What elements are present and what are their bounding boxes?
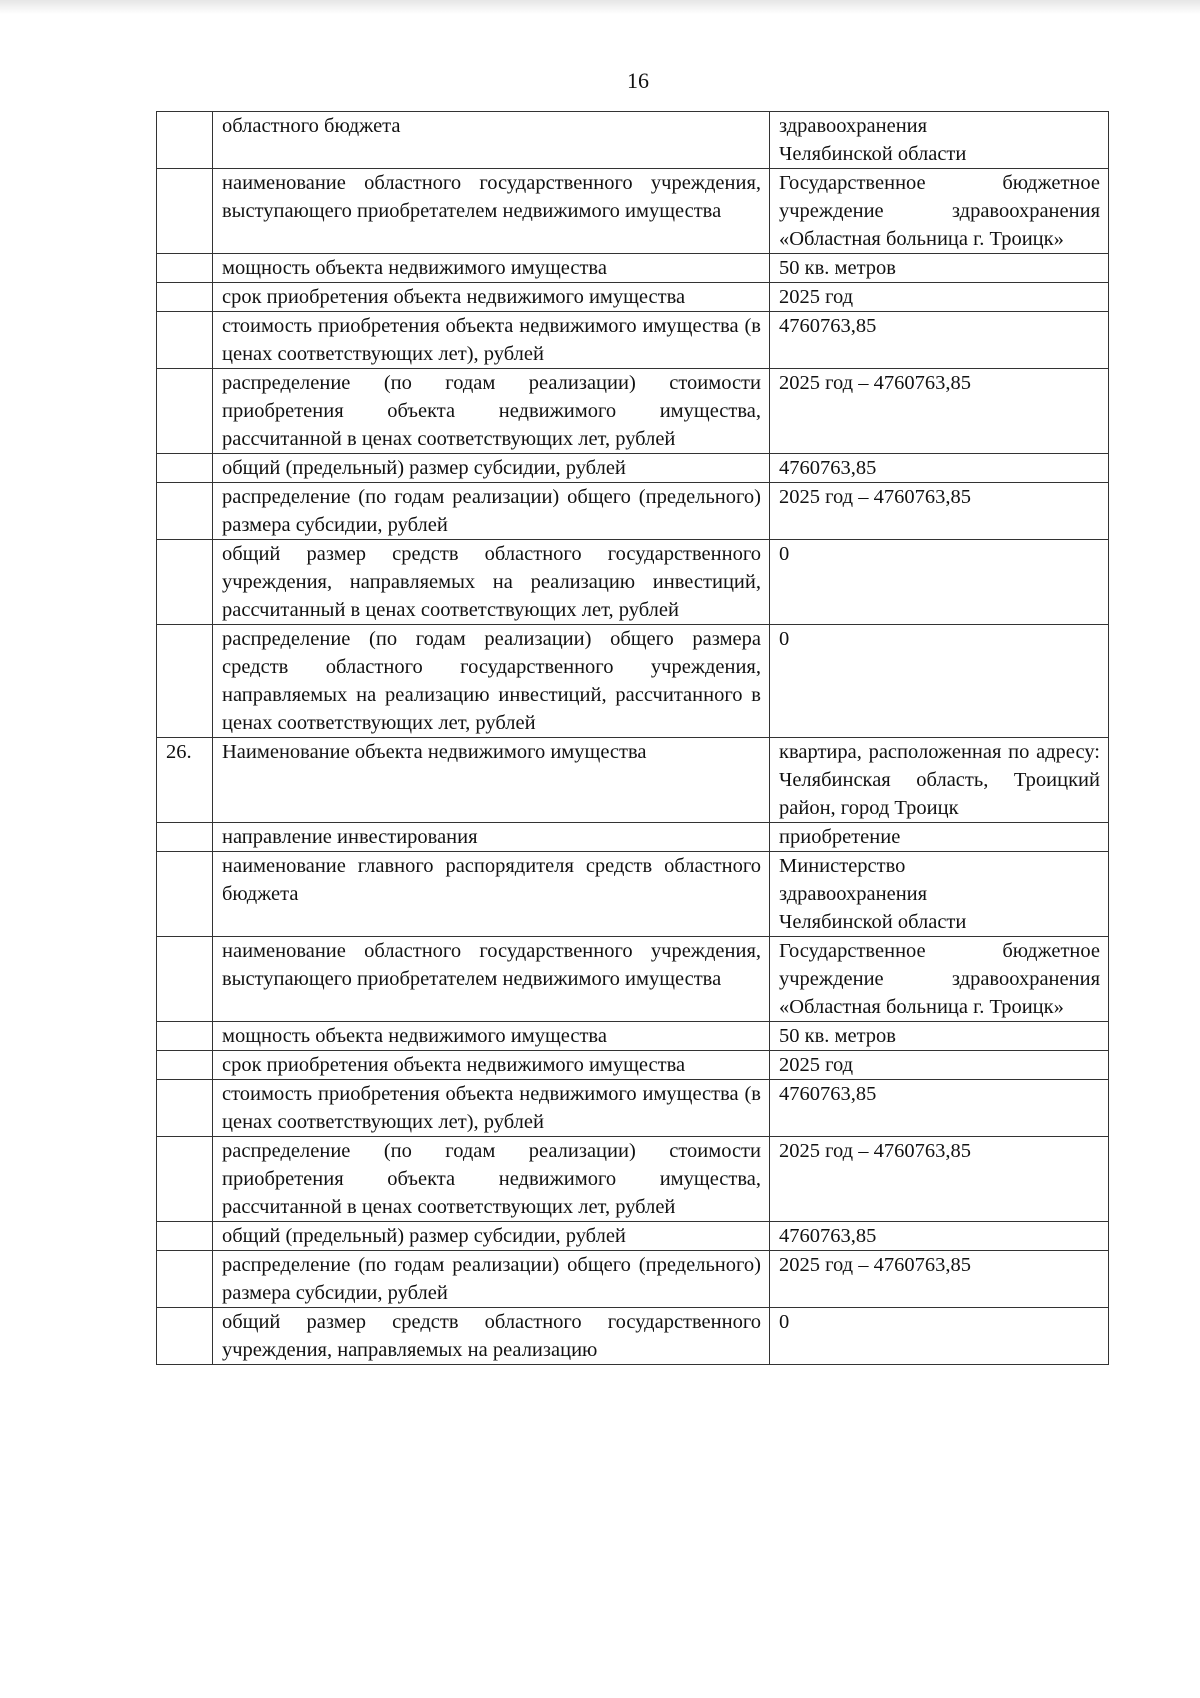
value-cell: 0	[770, 1308, 1109, 1365]
row-number	[157, 1022, 213, 1051]
row-number	[157, 169, 213, 254]
parameter-cell: распределение (по годам реализации) стоимости приобретения объекта недвижимого имущества, рассчитанной в ценах соответствующих лет, рублей	[213, 369, 770, 454]
row-number	[157, 254, 213, 283]
table-row	[157, 169, 1109, 254]
parameter-cell: общий (предельный) размер субсидии, рублей	[213, 1222, 770, 1251]
parameter-cell: стоимость приобретения объекта недвижимого имущества (в ценах соответствующих лет), рублей	[213, 1080, 770, 1137]
row-number	[157, 1251, 213, 1308]
value-cell: Государственное бюджетное учреждение здравоохранения «Областная больница г. Троицк»	[770, 937, 1109, 1022]
value-cell: приобретение	[770, 823, 1109, 852]
value-cell: 2025 год – 4760763,85	[770, 1251, 1109, 1308]
table-row	[157, 283, 1109, 312]
value-cell: 2025 год	[770, 1051, 1109, 1080]
value-cell: 4760763,85	[770, 312, 1109, 369]
value-cell: Государственное бюджетное учреждение здравоохранения «Областная больница г. Троицк»	[770, 169, 1109, 254]
parameter-cell: общий (предельный) размер субсидии, рублей	[213, 454, 770, 483]
row-number	[157, 852, 213, 937]
value-cell: 2025 год – 4760763,85	[770, 483, 1109, 540]
parameter-cell: срок приобретения объекта недвижимого имущества	[213, 1051, 770, 1080]
row-number	[157, 1080, 213, 1137]
table-row	[157, 254, 1109, 283]
parameter-cell: срок приобретения объекта недвижимого имущества	[213, 283, 770, 312]
parameter-cell: Наименование объекта недвижимого имущества	[213, 738, 770, 823]
value-cell: квартира, расположенная по адресу: Челябинская область, Троицкий район, город Троицк	[770, 738, 1109, 823]
parameter-cell: распределение (по годам реализации) стоимости приобретения объекта недвижимого имущества, рассчитанной в ценах соответствующих лет, рублей	[213, 1137, 770, 1222]
row-number	[157, 937, 213, 1022]
scan-edge	[0, 0, 1200, 14]
value-cell: 0	[770, 625, 1109, 738]
parameter-cell: мощность объекта недвижимого имущества	[213, 254, 770, 283]
table-row	[157, 540, 1109, 625]
parameter-cell: наименование областного государственного учреждения, выступающего приобретателем недвижимого имущества	[213, 937, 770, 1022]
row-number	[157, 283, 213, 312]
value-cell: 2025 год – 4760763,85	[770, 1137, 1109, 1222]
investment-table	[156, 111, 1109, 1365]
parameter-cell: распределение (по годам реализации) общего (предельного) размера субсидии, рублей	[213, 1251, 770, 1308]
row-number	[157, 540, 213, 625]
table-row	[157, 937, 1109, 1022]
value-cell: 4760763,85	[770, 454, 1109, 483]
page-number: 16	[627, 68, 649, 93]
table-row	[157, 1222, 1109, 1251]
table-row	[157, 625, 1109, 738]
parameter-cell: стоимость приобретения объекта недвижимого имущества (в ценах соответствующих лет), рублей	[213, 312, 770, 369]
parameter-cell: мощность объекта недвижимого имущества	[213, 1022, 770, 1051]
row-number	[157, 823, 213, 852]
table-row	[157, 1022, 1109, 1051]
parameter-cell: распределение (по годам реализации) общего (предельного) размера субсидии, рублей	[213, 483, 770, 540]
parameter-cell: наименование главного распорядителя средств областного бюджета	[213, 852, 770, 937]
parameter-cell: областного бюджета	[213, 112, 770, 169]
table-row	[157, 852, 1109, 937]
table-row	[157, 1051, 1109, 1080]
value-cell: Министерство здравоохранения Челябинской области	[770, 852, 1109, 937]
value-cell: 2025 год – 4760763,85	[770, 369, 1109, 454]
value-cell: 2025 год	[770, 283, 1109, 312]
table-body	[157, 112, 1109, 1365]
table-row	[157, 369, 1109, 454]
parameter-cell: наименование областного государственного учреждения, выступающего приобретателем недвижимого имущества	[213, 169, 770, 254]
value-cell: 0	[770, 540, 1109, 625]
table-row	[157, 1308, 1109, 1365]
value-cell: 50 кв. метров	[770, 1022, 1109, 1051]
row-number	[157, 1308, 213, 1365]
value-cell: 4760763,85	[770, 1080, 1109, 1137]
row-number	[157, 1222, 213, 1251]
value-cell: здравоохранения Челябинской области	[770, 112, 1109, 169]
row-number	[157, 483, 213, 540]
table-row	[157, 1251, 1109, 1308]
row-number: 26.	[157, 738, 213, 823]
table-row	[157, 483, 1109, 540]
table-row	[157, 112, 1109, 169]
row-number	[157, 625, 213, 738]
row-number	[157, 1051, 213, 1080]
value-cell: 50 кв. метров	[770, 254, 1109, 283]
table-row	[157, 738, 1109, 823]
table-row	[157, 454, 1109, 483]
parameter-cell: общий размер средств областного государственного учреждения, направляемых на реализацию инвестиций, рассчитанный в ценах соответствующих лет, рублей	[213, 540, 770, 625]
table-row	[157, 1137, 1109, 1222]
table-row	[157, 823, 1109, 852]
parameter-cell: направление инвестирования	[213, 823, 770, 852]
row-number	[157, 454, 213, 483]
row-number	[157, 1137, 213, 1222]
row-number	[157, 312, 213, 369]
row-number	[157, 112, 213, 169]
value-cell: 4760763,85	[770, 1222, 1109, 1251]
parameter-cell: распределение (по годам реализации) общего размера средств областного государственного учреждения, направляемых на реализацию инвестиций, рассчитанного в ценах соответствующих лет, рублей	[213, 625, 770, 738]
table-row	[157, 1080, 1109, 1137]
table-row	[157, 312, 1109, 369]
row-number	[157, 369, 213, 454]
parameter-cell: общий размер средств областного государственного учреждения, направляемых на реализацию	[213, 1308, 770, 1365]
